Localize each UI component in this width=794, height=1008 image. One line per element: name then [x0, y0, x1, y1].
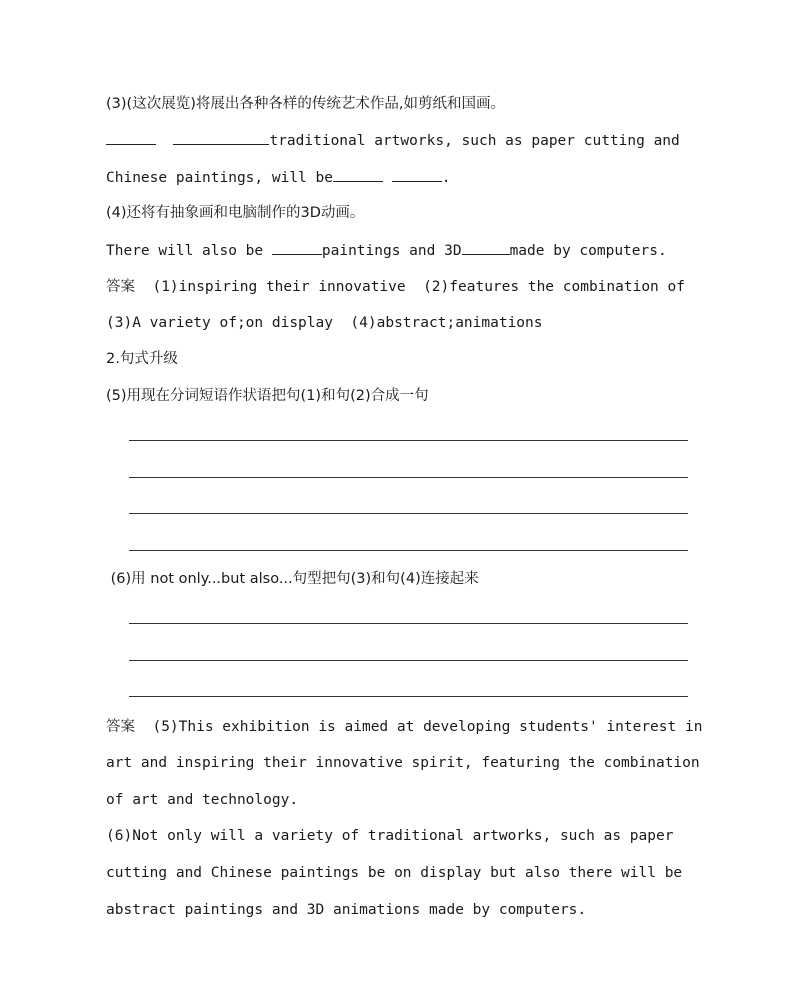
- q3-english-line1: [106, 130, 680, 151]
- answer2-a6-line2: cutting and Chinese paintings be on display but also there will be: [106, 865, 683, 881]
- answer-rule[interactable]: [129, 513, 688, 514]
- answer2-a5-line2: art and inspiring their innovative spirit, featuring the combination: [106, 755, 700, 771]
- blank-field[interactable]: [272, 240, 322, 255]
- answer-label: 答案: [106, 279, 135, 295]
- blank-field[interactable]: [333, 167, 383, 182]
- answer1-line2: (3)A variety of;on display (4)abstract;animations: [106, 315, 543, 331]
- blank-field[interactable]: [392, 167, 442, 182]
- answer2-a6-line1: (6)Not only will a variety of traditional artworks, such as paper: [106, 828, 674, 844]
- answer1-line1: [106, 277, 685, 297]
- q4-english-end: made by computers.: [509, 243, 667, 259]
- q6-prompt: (6)用 not only...but also...句型把句(3)和句(4)连接起来: [106, 571, 479, 587]
- q5-prompt: (5)用现在分词短语作状语把句(1)和句(2)合成一句: [106, 388, 429, 404]
- answer-rule[interactable]: [129, 660, 688, 661]
- q3-english-prefix: Chinese paintings, will be: [106, 170, 333, 186]
- q4-english-prefix: There will also be: [106, 243, 272, 259]
- q4-chinese: (4)还将有抽象画和电脑制作的3D动画。: [106, 205, 365, 221]
- section-title: 2.句式升级: [106, 351, 178, 367]
- answer-rule[interactable]: [129, 440, 688, 441]
- blank-field[interactable]: [106, 130, 156, 145]
- q3-chinese: (3)(这次展览)将展出各种各样的传统艺术作品,如剪纸和国画。: [106, 96, 505, 112]
- answer-rule[interactable]: [129, 623, 688, 624]
- q3-english-line2: [106, 167, 450, 188]
- answer-rule[interactable]: [129, 696, 688, 697]
- q3-english-text: traditional artworks, such as paper cutting and: [269, 133, 680, 149]
- answer-rule[interactable]: [129, 550, 688, 551]
- answer2-line1: [106, 717, 702, 737]
- q3-english-end: .: [441, 170, 451, 186]
- answer1-text: (1)inspiring their innovative (2)features the combination of: [135, 279, 685, 295]
- q4-english: [106, 240, 667, 261]
- answer2-a5-line3: of art and technology.: [106, 792, 299, 808]
- blank-field[interactable]: [462, 240, 510, 255]
- blank-field[interactable]: [173, 130, 269, 145]
- answer2-a5-line1: (5)This exhibition is aimed at developing students' interest in: [135, 719, 703, 735]
- answer-label: 答案: [106, 719, 135, 735]
- answer-rule[interactable]: [129, 477, 688, 478]
- answer2-a6-line3: abstract paintings and 3D animations made by computers.: [106, 902, 587, 918]
- q4-english-mid: paintings and 3D: [321, 243, 462, 259]
